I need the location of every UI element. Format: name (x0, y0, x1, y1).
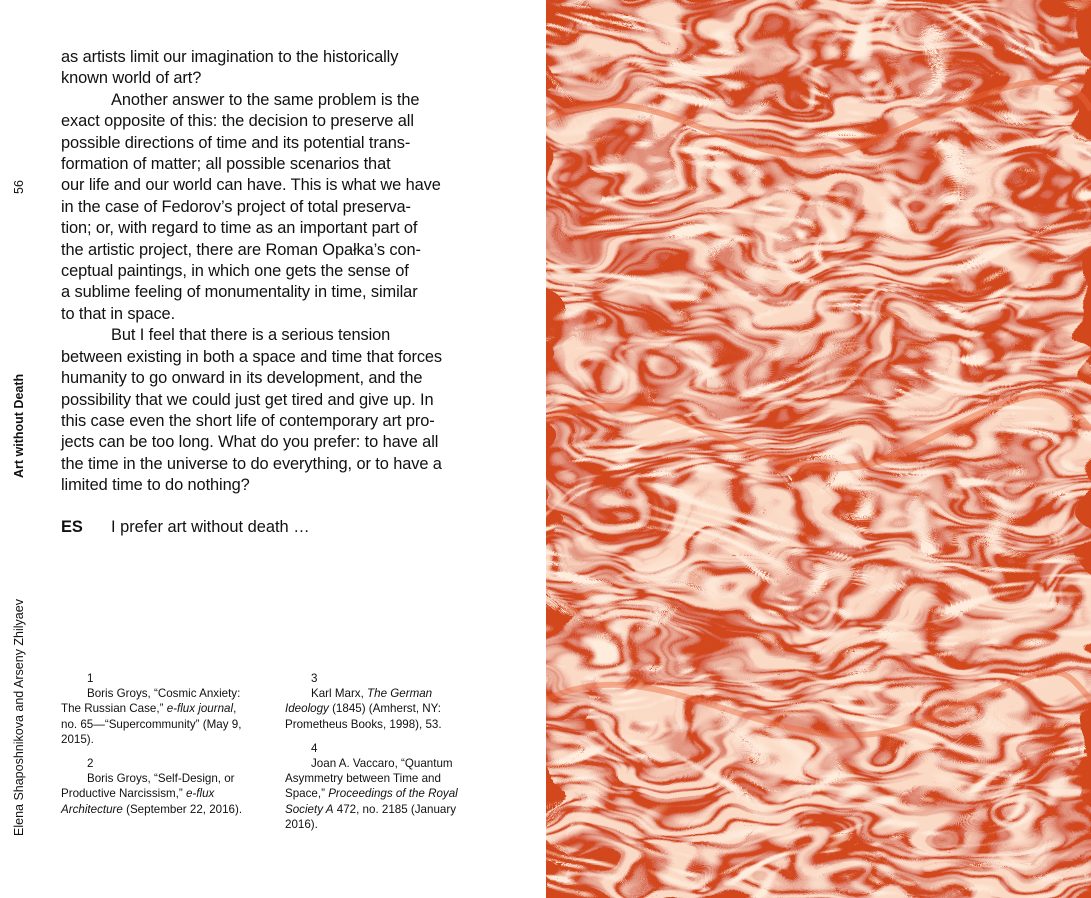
book-title: Ideology (285, 702, 329, 716)
footnote-line: 2016). (285, 817, 318, 831)
text-line: between existing in both a space and time that forces (61, 347, 443, 366)
footnote-line: 2015). (61, 732, 94, 746)
paragraph-2 (61, 90, 501, 325)
text-line: possible directions of time and its potential trans- (61, 133, 411, 152)
footnote-line: Prometheus Books, 1998), 53. (285, 717, 442, 731)
footnote-line: no. 65—“Supercommunity” (May 9, (61, 717, 242, 731)
body-text (61, 47, 501, 497)
footnote-line: Boris Groys, “Self-Design, or (87, 772, 235, 786)
marbled-paper-image (546, 0, 1091, 898)
footnote-4 (285, 741, 490, 832)
text-line: a sublime feeling of monumentality in time, similar (61, 283, 418, 302)
text-line: tion; or, with regard to time as an important part of (61, 219, 418, 238)
text-line: known world of art? (61, 69, 202, 88)
footnote-line: Architecture (September 22, 2016). (61, 802, 243, 816)
text-line: limited time to do nothing? (61, 476, 250, 495)
footnote-line: Boris Groys, “Cosmic Anxiety: (87, 687, 241, 701)
footnote-number: 1 (87, 672, 94, 685)
journal-title: Architecture (61, 802, 123, 816)
footnote-line: Space,” Proceedings of the Royal (285, 787, 458, 801)
footnote-2 (61, 756, 266, 817)
footnote-1 (61, 671, 266, 747)
paragraph-1 (61, 47, 501, 90)
text-line: possibility that we could just get tired and give up. In (61, 390, 434, 409)
journal-title: e-flux (185, 787, 215, 801)
footnote-line: The Russian Case,” e-flux journal, (61, 702, 237, 716)
footnote-line: Society A 472, no. 2185 (January (285, 802, 457, 816)
text-line: in the case of Fedorov’s project of total preserva- (61, 197, 411, 216)
footnote-number: 4 (311, 741, 318, 755)
footnotes-column-1 (61, 671, 266, 826)
text-line: exact opposite of this: the decision to preserve all (61, 112, 414, 131)
footnote-number: 2 (87, 757, 94, 771)
book-title: The German (367, 687, 433, 701)
text-line: ceptual paintings, in which one gets the sense of (61, 262, 409, 281)
page-number: 56 (12, 180, 26, 194)
running-head-title: Art without Death (12, 373, 26, 478)
text-line: our life and our world can have. This is what we have (61, 176, 441, 195)
text-line: Another answer to the same problem is the (111, 90, 420, 109)
text-line: the time in the universe to do everything, or to have a (61, 454, 442, 473)
footnotes-column-2 (285, 671, 490, 841)
text-line: formation of matter; all possible scenarios that (61, 155, 391, 174)
footnote-line: Asymmetry between Time and (285, 772, 441, 786)
journal-title: Society A (285, 802, 334, 816)
journal-title: e-flux journal (166, 702, 234, 716)
speaker-initials: ES (61, 518, 83, 536)
text-line: the artistic project, there are Roman Opałka’s con- (61, 240, 421, 259)
text-line: humanity to go onward in its development, and the (61, 369, 423, 388)
text-line: But I feel that there is a serious tension (111, 326, 391, 345)
paragraph-3 (61, 325, 501, 496)
text-line: as artists limit our imagination to the historically (61, 48, 399, 66)
footnote-3 (285, 671, 490, 732)
text-line: to that in space. (61, 304, 176, 323)
footnote-line: Joan A. Vaccaro, “Quantum (311, 757, 453, 771)
footnote-number: 3 (311, 672, 318, 685)
text-line: jects can be too long. What do you prefer: to have all (61, 433, 439, 452)
footnote-line: Ideology (1845) (Amherst, NY: (285, 702, 441, 716)
text-line: this case even the short life of contemporary art pro- (61, 411, 435, 430)
reply-text: I prefer art without death … (111, 518, 310, 536)
footnote-line: Productive Narcissism,” e-flux (61, 787, 215, 801)
running-head-authors: Elena Shaposhnikova and Arseny Zhilyaev (12, 599, 26, 836)
dialogue-line (61, 517, 310, 538)
footnote-line: Karl Marx, The German (311, 687, 433, 701)
journal-title: Proceedings of the Royal (328, 787, 458, 801)
